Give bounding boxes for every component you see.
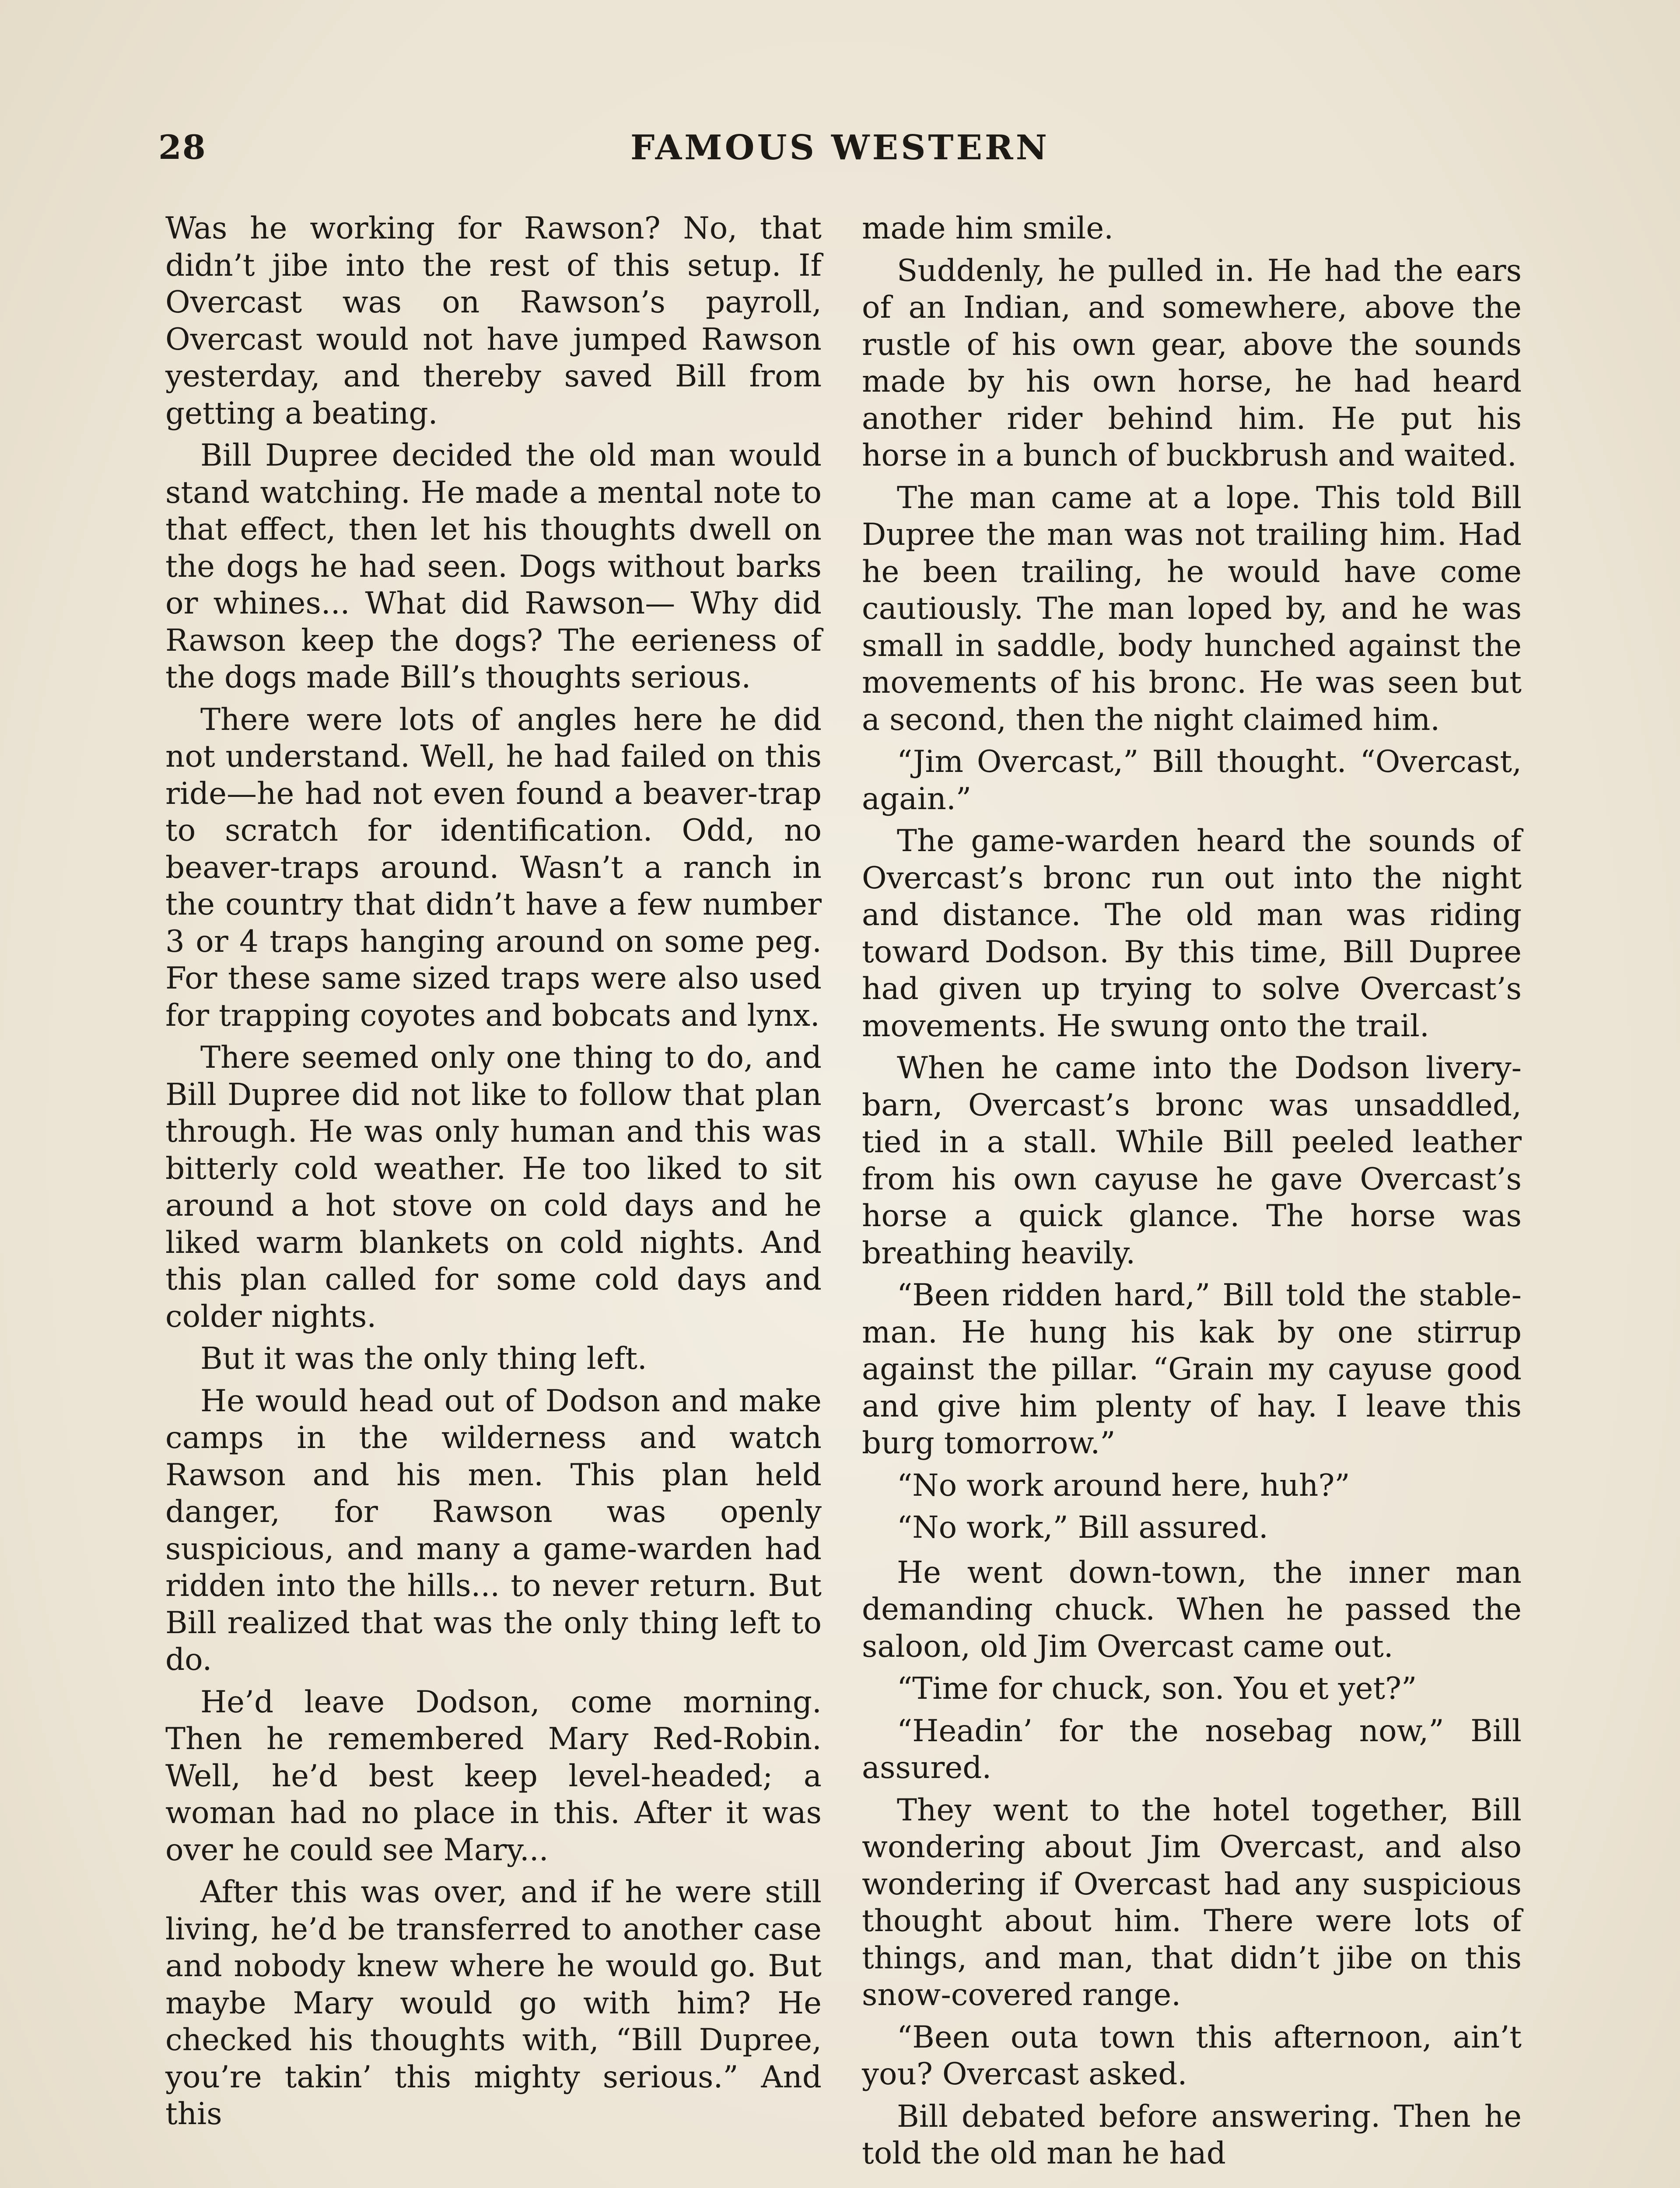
paragraph: But it was the only thing left. (200, 1341, 647, 1376)
paragraph: “No work,” Bill assured. (897, 1510, 1268, 1545)
left-column (165, 210, 822, 2138)
paragraph: “Jim Overcast,” Bill thought. “Overcast, again.” (862, 744, 1522, 817)
paragraph: Bill Dupree decided the old man would stand watching. He made a mental note to that effect, then let his thoughts dwell on the dogs he had seen. Dogs without barks or whines... What did Rawson— Why did Rawson keep the dogs? The eerieness of the dogs made Bill’s thoughts serious. (165, 438, 822, 695)
right-column (862, 210, 1522, 2177)
paragraph: The game-warden heard the sounds of Overcast’s bronc run out into the night and distance. The old man was riding toward Dodson. By this time, Bill Dupree had given up trying to solve Overcast’s movements. He swung onto the trail. (862, 824, 1522, 1044)
paragraph: He went down-town, the inner man demanding chuck. When he passed the saloon, old Jim Overcast came out. (862, 1555, 1522, 1664)
page-number: 28 (158, 128, 206, 167)
paragraph: Suddenly, he pulled in. He had the ears of an Indian, and somewhere, above the rustle of his own gear, above the sounds made by his own horse, he had heard another rider behind him. He put his horse in a bunch of buckbrush and waited. (862, 253, 1522, 473)
paragraph: There were lots of angles here he did not understand. Well, he had failed on this ride—he had not even found a beaver-trap to scratch for identification. Odd, no beaver-traps around. Wasn’t a ranch in the country that didn’t have a few number 3 or 4 traps hanging around on some peg. For these same sized traps were also used for trapping coyotes and bobcats and lynx. (165, 702, 822, 1033)
paragraph: He’d leave Dodson, come morning. Then he remembered Mary Red-Robin. Well, he’d best keep level-headed; a woman had no place in this. After it was over he could see Mary... (165, 1684, 822, 1868)
running-head: FAMOUS WESTERN (630, 128, 1050, 168)
paragraph: made him smile. (862, 211, 1114, 246)
paragraph: After this was over, and if he were still living, he’d be transferred to another case and nobody knew where he would go. But maybe Mary would go with him? He checked his thoughts with, “Bill Dupree, you’re takin’ this mighty serious.” And this (165, 1875, 822, 2132)
paragraph: “Been outa town this afternoon, ain’t you? Overcast asked. (862, 2020, 1522, 2092)
paragraph: The man came at a lope. This told Bill Dupree the man was not trailing him. Had he been trailing, he would have come cautiously. The man loped by, and he was small in saddle, body hunched against the movements of his bronc. He was seen but a second, then the night claimed him. (862, 480, 1522, 737)
paragraph: “Headin’ for the nosebag now,” Bill assured. (862, 1713, 1522, 1785)
paragraph: Was he working for Rawson? No, that didn’t jibe into the rest of this setup. If Overcast was on Rawson’s payroll, Overcast would not have jumped Rawson yesterday, and thereby saved Bill from getting a beating. (165, 211, 822, 431)
paragraph: “No work around here, huh?” (897, 1468, 1350, 1503)
paragraph: He would head out of Dodson and make camps in the wilderness and watch Rawson and his men. This plan held danger, for Rawson was openly suspicious, and many a game-warden had ridden into the hills... to never return. But Bill realized that was the only thing left to do. (165, 1383, 822, 1677)
paragraph: When he came into the Dodson livery-barn, Overcast’s bronc was unsaddled, tied in a stall. While Bill peeled leather from his own cayuse he gave Overcast’s horse a quick glance. The horse was breathing heavily. (862, 1051, 1522, 1271)
paragraph: “Time for chuck, son. You et yet?” (897, 1671, 1417, 1706)
paragraph: Bill debated before answering. Then he told the old man he had (862, 2099, 1522, 2171)
paragraph: They went to the hotel together, Bill wondering about Jim Overcast, and also wondering if Overcast had any suspicious thought about him. There were lots of things, and man, that didn’t jibe on this snow-covered range. (862, 1792, 1522, 2013)
paragraph: “Been ridden hard,” Bill told the stable-man. He hung his kak by one stirrup against the pillar. “Grain my cayuse good and give him plenty of hay. I leave this burg tomorrow.” (862, 1278, 1522, 1461)
paragraph: There seemed only one thing to do, and Bill Dupree did not like to follow that plan through. He was only human and this was bitterly cold weather. He too liked to sit around a hot stove on cold days and he liked warm blankets on cold nights. And this plan called for some cold days and colder nights. (165, 1040, 822, 1334)
